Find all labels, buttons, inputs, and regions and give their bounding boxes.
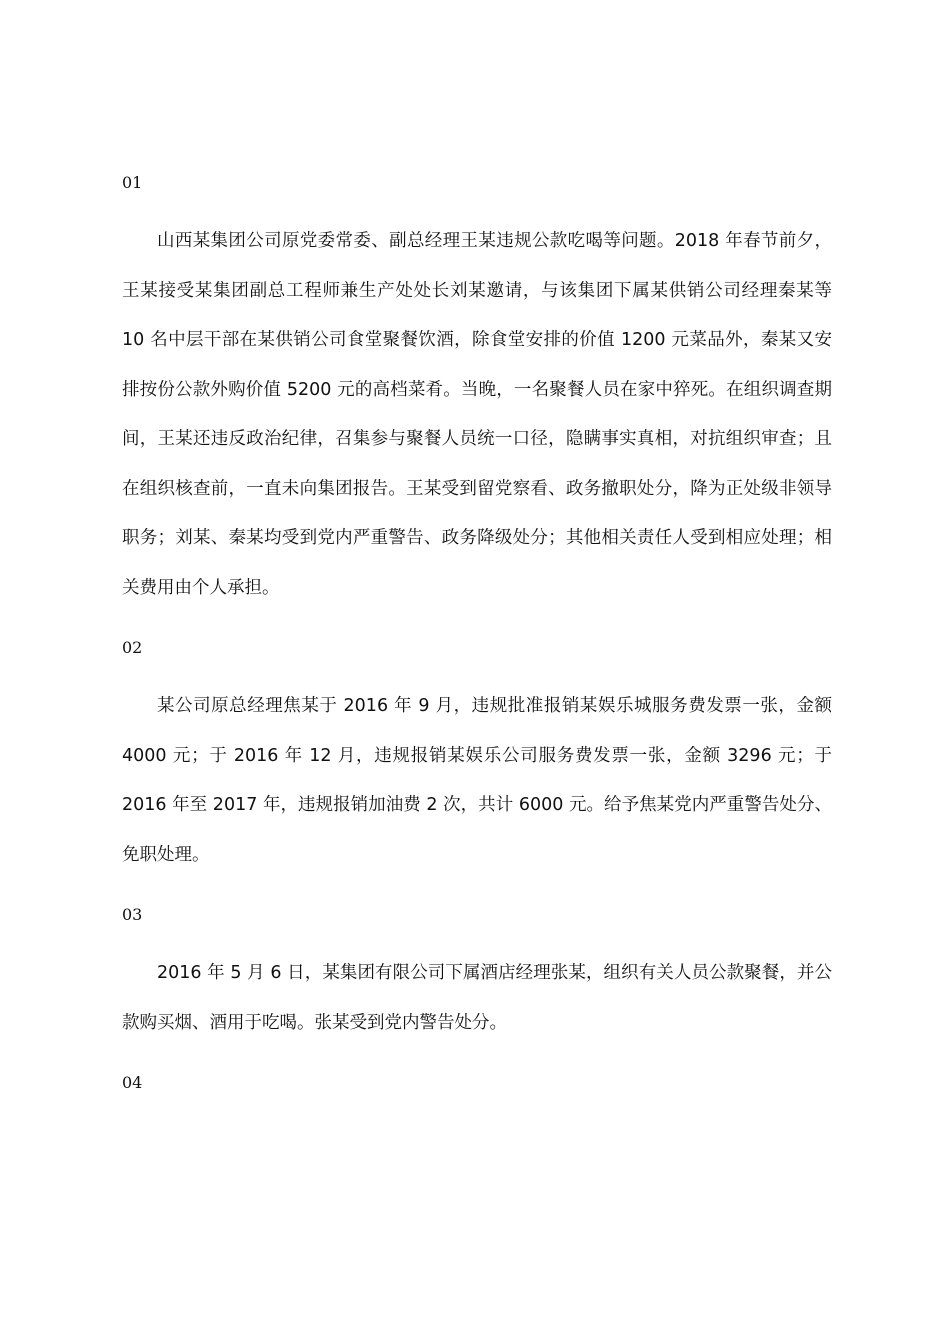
- section-number-03: 03: [122, 905, 143, 924]
- document-body: [122, 160, 832, 1094]
- section-paragraph-01: 山西某集团公司原党委常委、副总经理王某违规公款吃喝等问题。2018 年春节前夕，王某接受某集团副总工程师兼生产处处长刘某邀请，与该集团下属某供销公司经理秦某等 10 名中层干部在某供销公司食堂聚餐饮酒，除食堂安排的价值 1200 元菜品外，秦某又安排按份公款外购价值 5200 元的高档菜肴。当晚，一名聚餐人员在家中猝死。在组织调查期间，王某还违反政治纪律，召集参与聚餐人员统一口径，隐瞒事实真相，对抗组织审查；且在组织核查前，一直未向集团报告。王某受到留党察看、政务撤职处分，降为正处级非领导职务；刘某、秦某均受到党内严重警告、政务降级处分；其他相关责任人受到相应处理；相关费用由个人承担。: [122, 231, 832, 598]
- section-number-02: 02: [122, 638, 143, 657]
- section-number-01: 01: [122, 173, 143, 192]
- section-paragraph-03: 2016 年 5 月 6 日，某集团有限公司下属酒店经理张某，组织有关人员公款聚餐，并公款购买烟、酒用于吃喝。张某受到党内警告处分。: [122, 963, 832, 1033]
- section-paragraph-02: 某公司原总经理焦某于 2016 年 9 月，违规批准报销某娱乐城服务费发票一张，金额 4000 元；于 2016 年 12 月，违规报销某娱乐公司服务费发票一张，金额 3296 元；于 2016 年至 2017 年，违规报销加油费 2 次，共计 6000 元。给予焦某党内严重警告处分、免职处理。: [122, 696, 832, 865]
- section-number-04: 04: [122, 1073, 143, 1092]
